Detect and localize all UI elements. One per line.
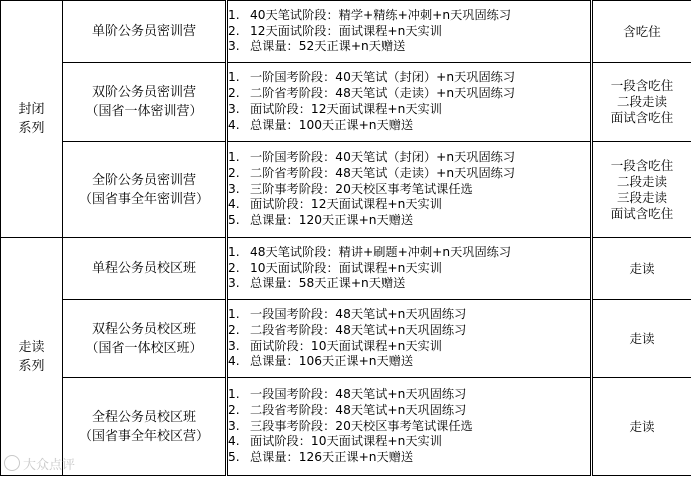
course-name: 双阶公务员密训营 (91, 85, 196, 100)
course-name: 全程公务员校区班 (91, 409, 196, 425)
stay-cell (592, 300, 691, 378)
stage-line: 1. 一段国考阶段：48天笔试+n天巩固练习 (228, 306, 467, 321)
course-name-cell (63, 63, 227, 142)
stage-line: 2. 二阶省考阶段：48天笔试（走读）+n天巩固练习 (228, 165, 516, 180)
table-row (1, 1, 691, 63)
series-cell-commute (1, 238, 63, 476)
stage-line: 5. 总课量：126天正课+n天赠送 (228, 450, 414, 465)
course-name: 双程公务员校区班 (91, 321, 196, 337)
stay-line: 二段走读 (616, 173, 667, 189)
stage-line: 1. 40天笔试阶段：精学+精练+冲刺+n天巩固练习 (228, 7, 512, 22)
course-name: 单程公务员校区班 (91, 261, 196, 276)
stay-cell (592, 142, 691, 238)
stage-line: 2. 10天面试阶段：面试课程+n天实训 (228, 260, 442, 275)
stage-line: 4. 面试阶段：10天面试课程+n天实训 (228, 434, 442, 449)
stage-line: 2. 12天面试阶段：面试课程+n天实训 (228, 23, 442, 38)
watermark-logo-icon (4, 455, 20, 471)
stay-line: 三段走读 (616, 189, 667, 205)
stage-line: 3. 面试阶段：12天面试课程+n天实训 (228, 102, 442, 116)
stay-cell (592, 238, 691, 300)
course-subname: （国省一体密训营） (85, 104, 203, 119)
table-row (1, 142, 691, 238)
stay-line: 二段走读 (616, 94, 667, 109)
stages-cell (227, 142, 592, 238)
course-name-cell (63, 1, 227, 63)
stage-line: 3. 面试阶段：10天面试课程+n天实训 (228, 338, 442, 353)
stay-line: 一段含吃住 (610, 78, 674, 93)
course-subname: （国省事全年校区营） (78, 428, 209, 444)
stage-line: 1. 48天笔试阶段：精讲+刷题+冲刺+n天巩固练习 (228, 244, 512, 259)
table-row (1, 378, 691, 476)
stay-line: 走读 (629, 418, 655, 434)
stage-line: 3. 三段事考阶段：20天校区事考笔试课任选 (228, 418, 473, 433)
stay-line: 含吃住 (623, 23, 661, 39)
stages-cell (227, 300, 592, 378)
stage-line: 3. 总课量：58天正课+n天赠送 (228, 276, 406, 291)
stay-line: 面试含吃住 (610, 205, 674, 221)
stages-cell (227, 63, 592, 142)
stage-line: 2. 二段省考阶段：48天笔试+n天巩固练习 (228, 402, 467, 417)
watermark (4, 454, 75, 473)
stages-cell (227, 238, 592, 300)
table-row (1, 238, 691, 300)
stage-line: 1. 一阶国考阶段：40天笔试（封闭）+n天巩固练习 (228, 70, 516, 85)
stage-line: 1. 一段国考阶段：48天笔试+n天巩固练习 (228, 387, 467, 401)
watermark-text: 大众点评 (23, 458, 76, 473)
series-cell-closed (1, 1, 63, 238)
stage-line: 3. 总课量：52天正课+n天赠送 (228, 39, 406, 54)
stage-line: 4. 总课量：100天正课+n天赠送 (228, 117, 414, 132)
stay-line: 走读 (629, 330, 655, 346)
table-row (1, 63, 691, 142)
stay-cell (592, 63, 691, 142)
stage-line: 5. 总课量：120天正课+n天赠送 (228, 213, 414, 228)
course-name-cell (63, 142, 227, 238)
series-label: 封闭系列 (18, 102, 45, 136)
stages-cell (227, 1, 592, 63)
stage-line: 2. 二阶省考阶段：48天笔试（走读）+n天巩固练习 (228, 86, 516, 101)
stay-line: 一段含吃住 (610, 157, 674, 173)
stage-line: 3. 三阶事考阶段：20天校区事考笔试课任选 (228, 181, 473, 196)
stay-cell (592, 1, 691, 63)
course-subname: （国省事全年密训营） (78, 191, 209, 207)
course-name-cell (63, 378, 227, 476)
table-row (1, 300, 691, 378)
course-subname: （国省一体校区班） (85, 340, 203, 356)
stage-line: 4. 总课量：106天正课+n天赠送 (228, 354, 414, 369)
stay-line: 走读 (629, 260, 655, 276)
stage-line: 2. 二段省考阶段：48天笔试+n天巩固练习 (228, 322, 467, 337)
stay-cell (592, 378, 691, 476)
stage-line: 1. 一阶国考阶段：40天笔试（封闭）+n天巩固练习 (228, 150, 516, 164)
series-label: 走读系列 (18, 339, 45, 374)
stages-cell (227, 378, 592, 476)
stage-line: 4. 面试阶段：12天面试课程+n天实训 (228, 197, 442, 212)
course-name-cell (63, 300, 227, 378)
course-name: 单阶公务员密训营 (91, 24, 196, 39)
stay-line: 面试含吃住 (610, 110, 674, 125)
course-name-cell (63, 238, 227, 300)
course-name: 全阶公务员密训营 (91, 172, 196, 188)
